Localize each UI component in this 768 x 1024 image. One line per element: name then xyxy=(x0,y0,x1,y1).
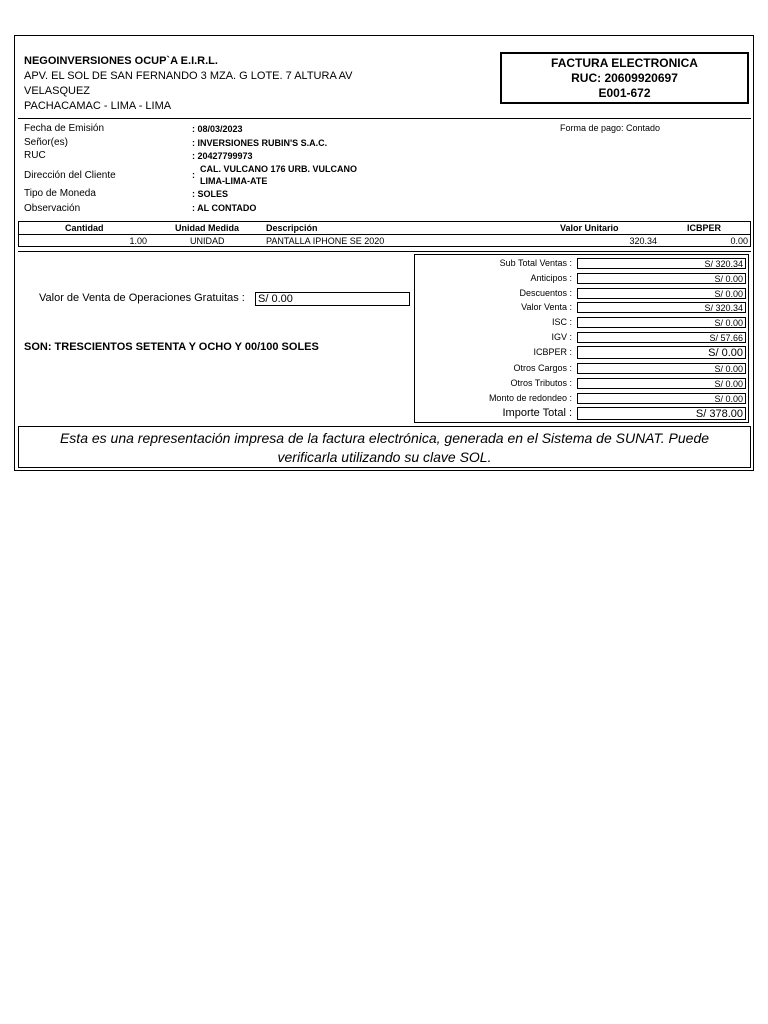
ruc-value: : 20427799973 xyxy=(192,151,253,161)
col-header-valor-unitario: Valor Unitario xyxy=(560,223,619,233)
direccion-label: Dirección del Cliente xyxy=(24,170,116,181)
items-table xyxy=(18,221,751,247)
item-icbper: 0.00 xyxy=(730,236,748,246)
issuer-block xyxy=(24,54,352,114)
total-value-descuentos: S/ 0.00 xyxy=(577,288,746,299)
item-valor-unitario: 320.34 xyxy=(629,236,657,246)
document-ruc: RUC: 20609920697 xyxy=(571,71,678,85)
total-value-importe: S/ 378.00 xyxy=(577,407,746,420)
item-unidad: UNIDAD xyxy=(190,236,225,246)
header-divider xyxy=(18,118,751,119)
total-label-redondeo: Monto de redondeo : xyxy=(488,393,572,403)
issuer-address-line3: PACHACAMAC - LIMA - LIMA xyxy=(24,100,172,112)
forma-pago: Forma de pago: Contado xyxy=(560,123,661,133)
issuer-name: NEGOINVERSIONES OCUP`A E.I.R.L. xyxy=(24,55,218,67)
item-cantidad: 1.00 xyxy=(129,236,147,246)
total-label-otros-cargos: Otros Cargos : xyxy=(513,363,572,373)
fecha-value: : 08/03/2023 xyxy=(192,124,243,134)
fecha-label: Fecha de Emisión xyxy=(24,123,105,134)
total-label-icbper: ICBPER : xyxy=(533,347,572,357)
total-value-igv: S/ 57.66 xyxy=(577,332,746,343)
col-header-icbper: ICBPER xyxy=(687,223,722,233)
senor-value: : INVERSIONES RUBIN'S S.A.C. xyxy=(192,138,328,148)
total-label-isc: ISC : xyxy=(551,317,572,327)
direccion-value-line2: LIMA-LIMA-ATE xyxy=(200,176,268,186)
moneda-label: Tipo de Moneda xyxy=(24,188,96,199)
gratuitas-label: Valor de Venta de Operaciones Gratuitas : xyxy=(39,292,245,304)
observacion-label: Observación xyxy=(24,203,81,214)
direccion-value-line1: CAL. VULCANO 176 URB. VULCANO xyxy=(200,164,358,174)
sunat-disclaimer: Esta es una representación impresa de la factura electrónica, generada en el Sistema de SUNAT. Puede verificarla utilizando su clave SOL. xyxy=(18,426,751,468)
document-id-box xyxy=(500,52,749,104)
total-value-otros-tributos: S/ 0.00 xyxy=(577,378,746,389)
moneda-value: : SOLES xyxy=(192,189,229,199)
issuer-address-line1: APV. EL SOL DE SAN FERNANDO 3 MZA. G LOTE. 7 ALTURA AV xyxy=(24,70,353,82)
total-value-otros-cargos: S/ 0.00 xyxy=(577,363,746,374)
items-bottom-divider xyxy=(18,251,751,252)
total-value-subtotal: S/ 320.34 xyxy=(577,258,746,269)
col-header-unidad: Unidad Medida xyxy=(175,223,240,233)
total-label-subtotal: Sub Total Ventas : xyxy=(499,258,572,268)
total-value-icbper: S/ 0.00 xyxy=(577,346,746,359)
totals-box xyxy=(414,254,749,423)
total-label-descuentos: Descuentos : xyxy=(519,288,572,298)
gratuitas-value: S/ 0.00 xyxy=(255,292,410,306)
col-header-cantidad: Cantidad xyxy=(65,223,104,233)
senor-label: Señor(es) xyxy=(24,137,68,148)
observacion-value: : AL CONTADO xyxy=(192,203,257,213)
invoice-page xyxy=(14,35,754,471)
direccion-colon: : xyxy=(192,170,195,180)
total-label-igv: IGV : xyxy=(551,332,572,342)
ruc-label: RUC xyxy=(24,150,46,161)
col-header-descripcion: Descripción xyxy=(266,223,318,233)
total-value-valor-venta: S/ 320.34 xyxy=(577,302,746,313)
total-value-redondeo: S/ 0.00 xyxy=(577,393,746,404)
total-label-importe: Importe Total : xyxy=(502,407,572,419)
total-label-valor-venta: Valor Venta : xyxy=(521,302,572,312)
total-value-isc: S/ 0.00 xyxy=(577,317,746,328)
total-value-anticipos: S/ 0.00 xyxy=(577,273,746,284)
document-type: FACTURA ELECTRONICA xyxy=(551,56,698,70)
issuer-address-line2: VELASQUEZ xyxy=(24,85,91,97)
amount-in-words: SON: TRESCIENTOS SETENTA Y OCHO Y 00/100 SOLES xyxy=(24,341,319,353)
item-descripcion: PANTALLA IPHONE SE 2020 xyxy=(266,236,385,246)
total-label-otros-tributos: Otros Tributos : xyxy=(510,378,572,388)
items-header-divider xyxy=(19,234,750,235)
document-number: E001-672 xyxy=(598,86,651,100)
total-label-anticipos: Anticipos : xyxy=(530,273,572,283)
